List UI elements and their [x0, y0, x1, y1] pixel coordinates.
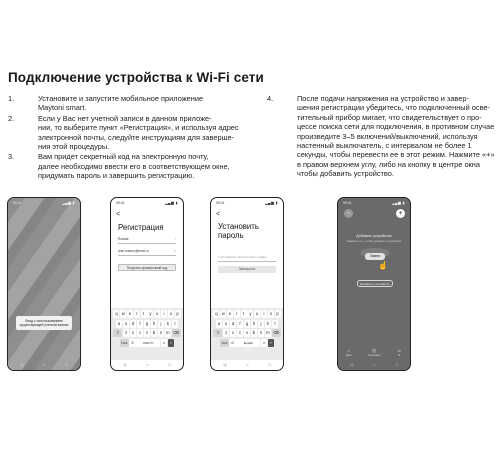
- tab-label: Сценарии: [367, 353, 381, 358]
- key[interactable]: g: [245, 320, 249, 326]
- tab-label: Я: [398, 353, 401, 358]
- step-number: 3.: [8, 152, 15, 162]
- shift-key[interactable]: ⇧: [213, 329, 222, 337]
- home-nav-icon[interactable]: ○: [146, 362, 149, 367]
- key[interactable]: p: [176, 311, 179, 316]
- password-field[interactable]: [218, 254, 276, 262]
- step-4: [267, 94, 497, 179]
- backspace-key[interactable]: ⌫: [273, 330, 280, 336]
- keyboard: [111, 308, 183, 360]
- plus-icon[interactable]: +: [396, 209, 405, 218]
- status-bar: [116, 201, 178, 206]
- recent-nav-icon[interactable]: □: [65, 362, 68, 367]
- country-field[interactable]: [118, 236, 176, 244]
- key[interactable]: z: [223, 329, 229, 337]
- recent-nav-icon[interactable]: □: [168, 362, 171, 367]
- key[interactable]: v: [244, 329, 250, 337]
- country-value: Russia: [118, 237, 129, 241]
- key[interactable]: c: [237, 329, 243, 337]
- key[interactable]: q: [115, 311, 118, 316]
- key[interactable]: r: [134, 310, 140, 318]
- key[interactable]: y: [147, 310, 153, 318]
- phone-registration-screen: [110, 197, 184, 371]
- scenes-icon: ◎: [371, 348, 377, 355]
- key[interactable]: c: [137, 329, 143, 337]
- phone-set-password-screen: [210, 197, 284, 371]
- tab-scenes[interactable]: [368, 348, 381, 358]
- key[interactable]: p: [276, 311, 279, 316]
- clear-icon[interactable]: ×: [174, 249, 176, 253]
- pointer-hand-icon: ☝: [378, 261, 388, 270]
- screen-title: Установить пароль: [218, 222, 259, 240]
- profile-icon: ☺: [396, 348, 402, 355]
- signal-battery-icon: ▂▄▆ ▮: [392, 201, 405, 205]
- step-text: После подачи напряжения на устройство и завер- шения регистрации убедитесь, что подключенный осве- тительный прибор мигает, что свидетельствует о про- цессе поиска сети для подключения, в противном случае произведите 3–5 включений/выключений, используя настенный выключатель, с интервалом не более 1 секунды, чтобы перевести ее в этот режим. Нажмите «+» в правом верхнем углу, либо на кнопку в центре окна чтобы добавить устройство.: [297, 94, 495, 179]
- key[interactable]: o: [269, 311, 272, 316]
- phone-welcome-screen: [7, 197, 81, 371]
- avatar[interactable]: ✦: [344, 209, 353, 218]
- key[interactable]: h: [252, 320, 256, 326]
- key[interactable]: k: [265, 320, 271, 328]
- status-bar: [13, 201, 75, 206]
- step-text: Вам придет секретный код на электронную почту, далее необходимо ввести его в соответствующем окне, придумать пароль и завершить регистрацию.: [38, 152, 230, 181]
- symbols-key[interactable]: ?123: [221, 340, 228, 345]
- status-time: 09:41: [216, 201, 225, 205]
- back-nav-icon[interactable]: ◁: [350, 362, 354, 367]
- emoji-key[interactable]: ☺: [130, 339, 135, 345]
- key[interactable]: y: [247, 310, 253, 318]
- page-title: Подключение устройства к Wi-Fi сети: [8, 70, 264, 85]
- recent-nav-icon[interactable]: □: [268, 362, 271, 367]
- key[interactable]: d: [131, 320, 135, 326]
- key[interactable]: q: [215, 311, 218, 316]
- key[interactable]: j: [258, 320, 264, 328]
- search-key[interactable]: ⌕: [263, 339, 266, 345]
- key[interactable]: r: [234, 310, 240, 318]
- add-device-button[interactable]: Добавить устройство: [357, 280, 393, 287]
- get-code-button[interactable]: Получить проверочный код: [118, 264, 176, 271]
- key[interactable]: w: [221, 311, 225, 316]
- search-key[interactable]: ⌕: [163, 339, 166, 345]
- tab-profile[interactable]: [397, 348, 402, 358]
- back-nav-icon[interactable]: ◁: [223, 362, 227, 367]
- system-navbar: [223, 362, 271, 367]
- key[interactable]: n: [259, 330, 263, 336]
- status-bar: [343, 201, 405, 206]
- key[interactable]: w: [121, 311, 125, 316]
- emoji-key[interactable]: ☺: [230, 339, 235, 345]
- step-2: [8, 114, 253, 152]
- bottom-tab-bar: [338, 346, 410, 360]
- key[interactable]: f: [137, 320, 143, 328]
- key[interactable]: d: [231, 320, 235, 326]
- tab-label: Дом: [346, 353, 352, 358]
- enter-key[interactable]: ✓: [169, 339, 173, 345]
- signal-battery-icon: ▂▄▆ ▮: [265, 201, 278, 205]
- key[interactable]: o: [169, 311, 172, 316]
- status-time: 09:41: [343, 201, 352, 205]
- space-key[interactable]: English: [236, 339, 260, 347]
- key[interactable]: l: [272, 320, 278, 328]
- key[interactable]: k: [165, 320, 171, 328]
- key[interactable]: m: [166, 330, 170, 336]
- step-number: 1.: [8, 94, 15, 103]
- step-number: 4.: [267, 94, 274, 103]
- key[interactable]: n: [159, 330, 163, 336]
- home-nav-icon[interactable]: ○: [246, 362, 249, 367]
- done-button[interactable]: Завершено: [218, 266, 276, 273]
- step-3: [8, 152, 253, 180]
- enter-key[interactable]: ✓: [269, 339, 273, 345]
- step-text: Установите и запустите мобильное приложение Maytoni smart.: [38, 94, 204, 113]
- phone-add-device-screen: [337, 197, 411, 371]
- shift-key[interactable]: ⇧: [113, 329, 122, 337]
- step-text: Если у Вас нет учетной записи в данном приложе- нии, то выберите пункт «Регистрация», и используя адрес электронной почты, следуйте инструкциям для заверше- ния этой процедуры.: [38, 113, 239, 152]
- key[interactable]: e: [128, 311, 132, 316]
- key[interactable]: h: [152, 320, 156, 326]
- key[interactable]: x: [130, 329, 136, 337]
- step-1: [8, 94, 253, 113]
- key[interactable]: a: [217, 320, 221, 326]
- key[interactable]: z: [123, 329, 129, 337]
- backspace-key[interactable]: ⌫: [173, 330, 180, 336]
- key[interactable]: t: [241, 310, 247, 318]
- key[interactable]: t: [141, 310, 147, 318]
- screen-title: Регистрация: [118, 223, 164, 232]
- step-number: 2.: [8, 113, 15, 123]
- system-navbar: [123, 362, 171, 367]
- status-time: 09:41: [116, 201, 125, 205]
- signal-battery-icon: ▂▄▆ ▮: [165, 201, 178, 205]
- status-bar: [216, 201, 278, 206]
- chevron-right-icon: ›: [174, 237, 176, 241]
- system-navbar: [350, 362, 398, 367]
- email-value: ivan.ivanov@mail.ru: [118, 249, 149, 253]
- space-key[interactable]: UNICITY: [136, 339, 160, 347]
- wallpaper: [8, 198, 80, 370]
- home-nav-icon[interactable]: ○: [43, 362, 46, 367]
- key[interactable]: s: [223, 320, 229, 328]
- email-field[interactable]: [118, 248, 176, 256]
- add-device-title: Добавить устройство: [356, 234, 392, 238]
- key[interactable]: l: [172, 320, 178, 328]
- key[interactable]: m: [266, 330, 270, 336]
- keyboard: [211, 308, 283, 360]
- key[interactable]: v: [144, 329, 150, 337]
- key[interactable]: j: [158, 320, 164, 328]
- key[interactable]: b: [252, 330, 256, 336]
- signal-battery-icon: ▂▄▆ ▮: [62, 201, 75, 205]
- back-nav-icon[interactable]: ◁: [20, 362, 24, 367]
- symbols-key[interactable]: ?123: [121, 340, 128, 345]
- key[interactable]: s: [123, 320, 129, 328]
- login-existing-account-button[interactable]: [16, 316, 72, 330]
- key[interactable]: u: [156, 311, 159, 316]
- tab-home[interactable]: [346, 348, 351, 358]
- home-icon: ⌂: [347, 348, 351, 355]
- add-device-hint: Нажмите «+», чтобы добавить устройство: [346, 239, 402, 243]
- key[interactable]: i: [261, 310, 267, 318]
- key[interactable]: b: [152, 330, 156, 336]
- key[interactable]: i: [161, 310, 167, 318]
- key[interactable]: x: [230, 329, 236, 337]
- back-nav-icon[interactable]: ◁: [123, 362, 127, 367]
- system-navbar: [20, 362, 68, 367]
- key[interactable]: f: [237, 320, 243, 328]
- password-placeholder: 6–20 символов, включая буквы и цифры: [218, 256, 267, 259]
- key[interactable]: a: [117, 320, 121, 326]
- home-nav-icon[interactable]: ○: [373, 362, 376, 367]
- key[interactable]: e: [228, 311, 232, 316]
- instructions-right: [267, 94, 497, 180]
- key[interactable]: u: [256, 311, 259, 316]
- status-time: 09:41: [13, 201, 22, 205]
- back-icon[interactable]: <: [116, 211, 121, 218]
- back-icon[interactable]: <: [216, 211, 221, 218]
- lamp-button[interactable]: Лампа: [365, 253, 385, 260]
- key[interactable]: g: [145, 320, 149, 326]
- recent-nav-icon[interactable]: □: [395, 362, 398, 367]
- instructions-left: [8, 94, 253, 182]
- login-button-label: Вход с использованием существующей учетной записи: [19, 319, 69, 327]
